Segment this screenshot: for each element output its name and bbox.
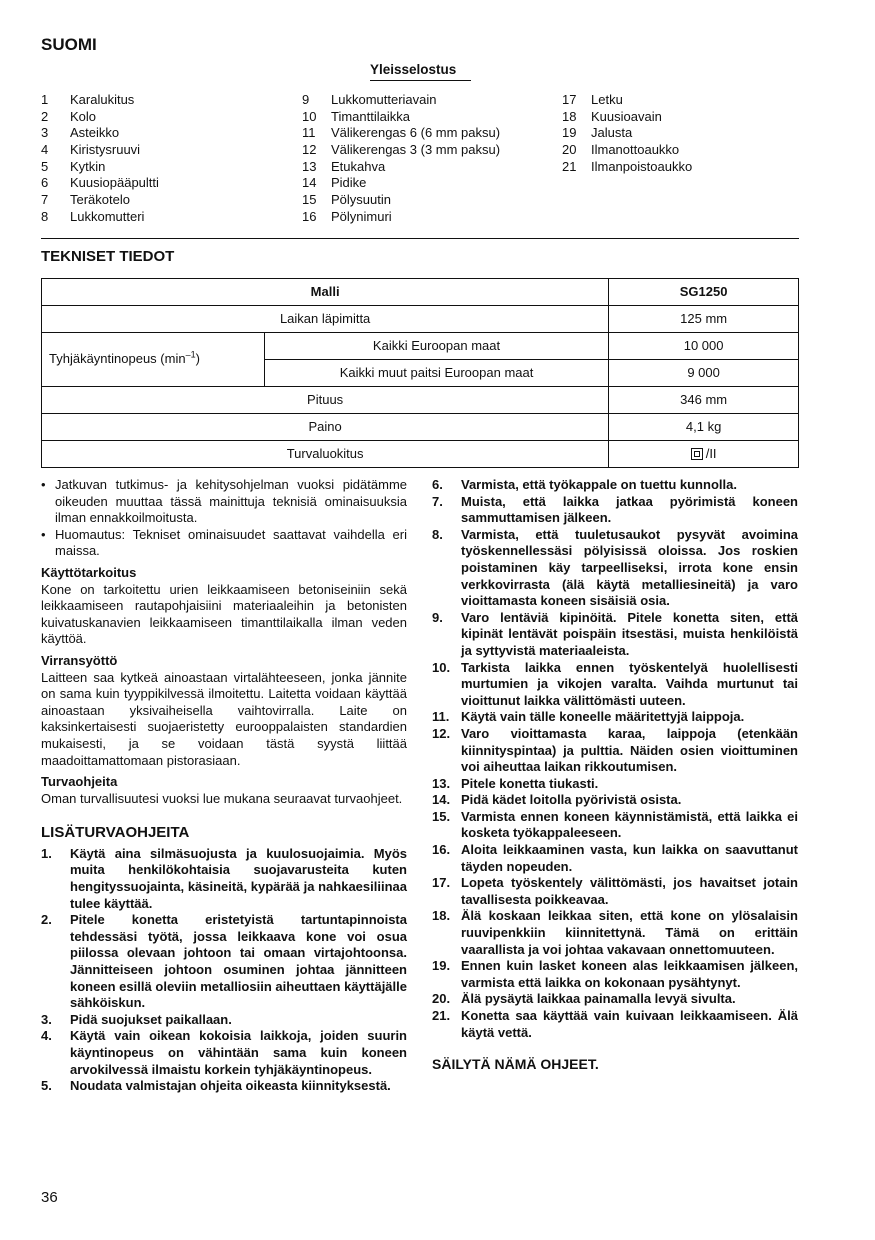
rule-text: Älä koskaan leikkaa siten, että kone on ylösalaisin ruuvipenkkiin kiinnitettynä. Tämä on erittäin vaarallista ja voi johtaa vakavaan onnettomuuteen. [461,908,798,957]
note-item: • Huomautus: Tekniset ominaisuudet saattavat vaihdella eri maissa. [41,526,407,559]
safety-rule [432,875,798,908]
part-number: 13 [302,158,317,174]
spec-row-class [42,441,799,468]
part-label: Kolo [70,108,97,124]
rule-number: 1. [41,845,52,861]
rule-number: 15. [432,808,451,824]
part-item [302,109,500,126]
part-label: Karalukitus [70,92,135,107]
part-number: 18 [562,108,577,124]
safety-rule [432,494,798,527]
part-item [302,92,500,109]
spec-weight-value: 4,1 kg [609,414,799,441]
part-number: 4 [41,142,49,158]
extra-safety-heading: LISÄTURVAOHJEITA [41,824,190,842]
spec-length-label: Pituus [42,387,609,414]
bullet-icon: • [41,477,46,492]
part-number: 16 [302,208,317,224]
part-label: Kytkin [70,158,106,174]
rule-number: 12. [432,725,451,741]
double-insulation-icon [691,448,703,460]
part-number: 20 [562,142,577,158]
overview-title: Yleisselostus [370,62,457,77]
part-item [562,109,692,126]
part-number: 1 [41,92,49,107]
language-heading: SUOMI [41,35,97,54]
rule-number: 20. [432,991,451,1007]
part-label: Teräkotelo [70,192,130,208]
rule-text: Varo lentäviä kipinöitä. Pitele konetta siten, että kipinät lentävät poispäin itsestäsi, muista henkilöistä ja syttyvistä materiaaleista. [461,609,798,658]
safety-rule [41,912,407,1012]
safety-rule [432,527,798,610]
part-label: Jalusta [591,125,633,141]
rule-text: Älä pysäytä laikkaa painamalla levyä sivulta. [461,991,736,1007]
spec-row-length [42,387,799,414]
spec-diameter-label: Laikan läpimitta [42,306,609,333]
rule-number: 16. [432,842,451,858]
spec-speed-label: Tyhjäkäyntinopeus $(\min^{-1})$ [42,333,265,387]
part-number: 10 [302,108,317,124]
safety-rule [432,1008,798,1041]
part-label: Letku [591,92,623,107]
safety-rule [41,1028,407,1078]
part-label: Kuusioavain [591,108,662,124]
part-item [41,159,159,176]
safety-rule [41,1078,407,1095]
rule-number: 8. [432,526,443,542]
part-number: 21 [562,158,577,174]
part-item [302,209,500,226]
part-number: 14 [302,175,317,191]
use-text: Kone on tarkoitettu urien leikkaamiseen betoniseiniin sekä leikkaamiseen rautapohjaisiini materiaaleihin ja betonisten kuivatuskanavien leikkaamiseen timanttilaikalla ilman veden käyttöä. [41,581,407,647]
part-item [302,192,500,209]
safety-rule [432,991,798,1008]
spec-row-model [42,279,799,306]
safety-rule [432,776,798,793]
spec-length-value: 346 mm [609,387,799,414]
part-label: Lukkomutteri [70,208,145,224]
part-label: Timanttilaikka [331,108,410,124]
part-item [41,209,159,226]
part-number: 7 [41,192,49,208]
rule-number: 13. [432,775,451,791]
overview-underline [370,80,471,81]
safety-rule [432,610,798,660]
rule-text: Muista, että laikka jatkaa pyörimistä koneen sammuttamisen jälkeen. [461,493,798,526]
part-number: 2 [41,108,49,124]
rule-text: Pidä kädet loitolla pyörivistä osista. [461,792,682,808]
part-item [41,192,159,209]
safety-rule [41,846,407,912]
rule-text: Konetta saa käyttää vain kuivaan leikkaamiseen. Älä käytä vettä. [461,1008,798,1040]
power-heading: Virransyöttö [41,652,118,668]
part-item [302,159,500,176]
rule-number: 7. [432,493,443,509]
spec-speed-other-value: 9 000 [609,360,799,387]
part-item [562,142,692,159]
part-label: Asteikko [70,125,120,141]
spec-speed-other-label: Kaikki muut paitsi Euroopan maat [264,360,608,387]
spec-row-speed-eu [42,333,799,360]
safety-rule [432,908,798,958]
rule-number: 5. [41,1078,52,1094]
part-item [41,175,159,192]
spec-speed-eu-label: Kaikki Euroopan maat [264,333,608,360]
part-item [41,142,159,159]
rule-number: 11. [432,709,450,725]
rule-number: 6. [432,477,443,492]
rule-text: Käytä aina silmäsuojusta ja kuulosuojaimia. Myös muita henkilökohtaisia suojavarusteita kuten hengityssuojainta, käsineitä, kypärää ja nahkaesiliinaa tulee käyttää. [70,845,407,911]
parts-list-col-3 [562,92,692,175]
part-label: Välikerengas 6 (6 mm paksu) [331,125,501,141]
rule-text: Käytä vain oikean kokoisia laikkoja, joiden suurin käyntinopeus on vähintään sama kuin koneen arvokilvessä ilmaistu korkein tyhjäkäyntinopeus. [70,1028,407,1077]
part-item [41,109,159,126]
spec-diameter-value: 125 mm [609,306,799,333]
safety-heading: Turvaohjeita [41,774,118,790]
part-number: 11 [302,125,316,141]
rule-text: Varo vioittamasta karaa, laippoja (etenkään kiinnityspintaa) ja pulttia. Näiden osien vioittuminen voi aiheuttaa laikan rikkoutumisen. [461,725,798,775]
note-item: • Jatkuvan tutkimus- ja kehitysohjelman vuoksi pidätämme oikeuden muuttaa tässä mainittuja teknisiä ominaisuuksia ilman ennakkoilmoitusta. [41,477,407,526]
right-column [432,477,798,1073]
part-number: 15 [302,192,317,208]
part-label: Ilmanottoaukko [591,142,680,158]
safety-rule [41,1012,407,1029]
part-number: 12 [302,142,317,158]
bullet-icon: • [41,526,46,542]
part-item [302,175,500,192]
safety-rule [432,660,798,710]
spec-weight-label: Paino [42,414,609,441]
spec-speed-eu-value: 10 000 [609,333,799,360]
rule-number: 3. [41,1011,52,1027]
rule-text: Ennen kuin lasket koneen alas leikkaamisen jälkeen, varmista että laikka on kokonaan pysähtynyt. [461,958,798,990]
parts-list-col-2 [302,92,500,226]
part-label: Pölysuutin [331,192,391,208]
parts-list-col-1 [41,92,159,226]
spec-model-label: Malli [42,279,609,306]
spec-row-diameter [42,306,799,333]
part-label: Lukkomutteriavain [331,92,437,107]
rule-number: 9. [432,609,443,625]
rule-text: Pitele konetta eristetyistä tartuntapinnoista tehdessäsi työtä, jossa leikkaava kone voi osua piilossa olevaan johtoon tai omaan virtajohtoonsa. Jännitteiseen johtoon osuminen johtaa jännitteen koneen esillä oleviin metalliosiin aiheuttaen käyttäjälle sähköiskun. [70,912,407,1011]
part-number: 5 [41,158,49,174]
part-item [562,159,692,176]
rule-number: 21. [432,1008,451,1023]
rule-number: 19. [432,958,451,974]
rule-number: 14. [432,792,451,808]
part-number: 3 [41,125,49,141]
part-label: Kiristysruuvi [70,142,141,158]
part-item [41,125,159,142]
part-label: Pölynimuri [331,208,392,224]
part-item [41,92,159,109]
part-number: 17 [562,92,577,107]
left-column [41,477,407,1095]
part-label: Välikerengas 3 (3 mm paksu) [331,142,501,158]
specs-title: TEKNISET TIEDOT [41,248,175,265]
rules-list-right [432,477,798,1041]
rule-number: 4. [41,1028,52,1044]
spec-row-weight [42,414,799,441]
part-item [302,142,500,159]
spec-class-label: Turvaluokitus [42,441,609,468]
safety-rule [432,792,798,809]
part-number: 19 [562,125,577,141]
page-number: 36 [41,1189,58,1206]
part-label: Ilmanpoistoaukko [591,158,693,174]
safety-rule [432,809,798,842]
rule-text: Varmista, että työkappale on tuettu kunnolla. [461,477,737,492]
save-instructions: SÄILYTÄ NÄMÄ OHJEET. [432,1056,599,1073]
rule-text: Aloita leikkaaminen vasta, kun laikka on saavuttanut täyden nopeuden. [461,842,798,874]
rules-list-left [41,846,407,1095]
rule-text: Käytä vain tälle koneelle määritettyjä laippoja. [461,709,745,725]
spec-model-value: SG1250 [609,279,799,306]
rule-text: Tarkista laikka ennen työskentelyä huolellisesti murtumien ja vikojen varalta. Vaihda murtunut tai vioittunut laikka välittömästi uuteen. [461,659,798,708]
part-label: Etukahva [331,158,386,174]
rule-text: Pitele konetta tiukasti. [461,775,599,791]
specs-table [41,278,799,468]
part-label: Kuusiopääpultti [70,175,159,191]
spec-class-value: /II [609,441,799,468]
part-item [562,92,692,109]
safety-text: Oman turvallisuutesi vuoksi lue mukana seuraavat turvaohjeet. [41,790,403,806]
safety-rule [432,709,798,726]
rule-number: 18. [432,908,451,924]
rule-text: Varmista, että tuuletusaukot pysyvät avoimina työskennellessäsi pölyisissä oloissa. Jos roskien poistaminen käy tarpeelliseksi, irrota kone ensin verkkovirrasta (älä käytä metalliesineitä) ja varo vioittamasta koneen sisäisiä osia. [461,526,798,609]
section-divider [41,238,799,239]
rule-number: 10. [432,659,451,675]
part-number: 9 [302,92,310,107]
part-label: Pidike [331,175,367,191]
rule-number: 2. [41,912,52,928]
part-item [302,125,500,142]
rule-text: Varmista ennen koneen käynnistämistä, että laikka ei kosketa työkappaleeseen. [461,808,798,841]
rule-text: Pidä suojukset paikallaan. [70,1011,232,1027]
part-number: 6 [41,175,49,191]
part-number: 8 [41,208,49,224]
part-item [562,125,692,142]
safety-rule [432,958,798,991]
rule-text: Noudata valmistajan ohjeita oikeasta kiinnityksestä. [70,1078,391,1094]
safety-rule [432,477,798,494]
safety-rule [432,726,798,776]
rule-number: 17. [432,875,451,891]
power-text: Laitteen saa kytkeä ainoastaan virtalähteeseen, jonka jännite on sama kuin tyyppikilvessä ilmoitettu. Laitetta voidaan käyttää ainoastaan yksivaiheisella vaihtovirralla. Laite on kaksinkertaisesti suojaeristetty eurooppalaisten standardien mukaisesti, ja se voidaan tästä syystä liittää maadoittamattomaan pistorasiaan. [41,669,407,768]
safety-rule [432,842,798,875]
use-heading: Käyttötarkoitus [41,564,137,580]
rule-text: Lopeta työskentely välittömästi, jos havaitset jotain tavallisesta poikkeavaa. [461,875,798,907]
